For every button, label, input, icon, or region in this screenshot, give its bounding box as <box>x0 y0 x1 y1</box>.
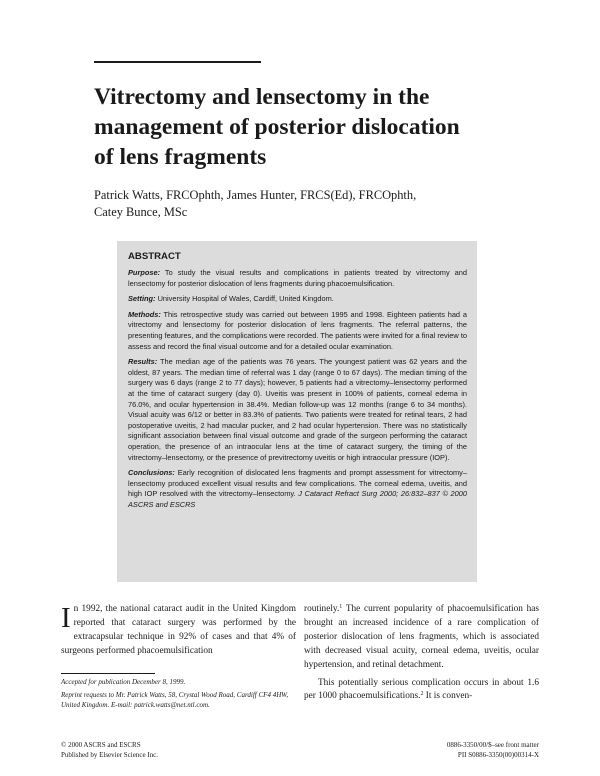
top-rule <box>94 61 261 63</box>
pii-text: PII S0886-3350(00)00314-X <box>457 751 539 759</box>
abstract-methods <box>128 310 467 352</box>
body-text: routinely. <box>304 604 340 614</box>
title-line: management of posterior dislocation <box>94 114 460 140</box>
issn-text: 0886-3350/00/$–see front matter <box>446 741 539 749</box>
abstract-citation: J Cataract Refract Surg 2000; 26:832–837 © 2000 ASCRS and ESCRS <box>128 489 467 509</box>
reference-number: 2 <box>420 691 424 698</box>
author-line: Patrick Watts, FRCOphth, James Hunter, FRCS(Ed), FRCOphth, <box>94 188 417 202</box>
reference-number: 1 <box>339 604 343 610</box>
abstract-text: The median age of the patients was 76 years. The youngest patient was 62 years and the oldest, 87 years. The median time of referral was 1 day (range 0 to 67 days). The median timing of the surgery was 6 days (range 2 to 77 days); however, 5 patients had a vitrectomy–lensectomy performed at the time of cataract surgery (day 0). Uveitis was present in 100% of patients, corneal edema in 76.0%, and ocular hypertension in 38.4%. Median follow-up was 12 months (range 6 to 34 months). Visual acuity was 6/12 or better in 83.3% of patients. Two patients were treated for retinal tears, 2 had postoperative uveitis, 2 had macular pucker, and 2 had ocular hypertension. There was no statistically significant association between final visual outcome and grade of the surgeon performing the cataract operation, the presence of an intraocular lens at the time of cataract surgery, the timing of the vitrectomy–lensectomy, or the presence of previtrectomy uveitis or high intraocular pressure (IOP). <box>128 357 467 462</box>
body-text: The current popularity of phacoemulsification has brought an increased incidence of a rare complication of posterior dislocation of lens fragments, which is associated with decreased visual acuity, corneal edema, uveitis, ocular hypertension, and retinal detachment. <box>304 604 539 670</box>
title-line: of lens fragments <box>94 144 267 170</box>
body-column-left <box>61 603 296 659</box>
abstract-label: Purpose: <box>128 268 161 277</box>
abstract-text: University Hospital of Wales, Cardiff, United Kingdom. <box>155 294 334 304</box>
drop-cap: I <box>61 602 71 634</box>
abstract-label: Conclusions: <box>128 468 175 478</box>
abstract-setting <box>128 294 467 305</box>
reprint-note: Reprint requests to Mr. Patrick Watts, 58, Crystal Wood Road, Cardiff CF4 4HW, United Kingdom. E-mail: patrick.watts@net.ntl.com. <box>61 691 289 709</box>
abstract-box <box>117 241 477 582</box>
body-text: This potentially serious complication occurs in about 1.6 per 1000 phacoemulsifications. <box>304 677 539 702</box>
abstract-conclusions <box>128 468 467 510</box>
title-line: Vitrectomy and lensectomy in the <box>94 84 430 110</box>
abstract-purpose <box>128 268 467 289</box>
article-title <box>94 82 514 172</box>
footer-right <box>447 740 539 760</box>
footnotes <box>61 677 301 713</box>
author-line: Catey Bunce, MSc <box>94 205 188 219</box>
body-text: It is conven- <box>423 691 473 702</box>
accepted-note: Accepted for publication December 8, 1999. <box>61 678 186 686</box>
author-list <box>94 187 524 221</box>
footer-left <box>61 740 158 760</box>
abstract-text: This retrospective study was carried out between 1995 and 1998. Eighteen patients had a vitrectomy and lensectomy for posterior dislocation of lens fragments. The referral patterns, the presenting features, and the complications were recorded. The patients were invited for a final review to assess and record the final visual outcome and for a detailed ocular examination. <box>128 309 467 351</box>
abstract-label: Methods: <box>128 309 161 319</box>
abstract-heading: ABSTRACT <box>128 251 181 262</box>
footnote-rule <box>61 673 155 674</box>
abstract-label: Setting: <box>128 294 156 304</box>
abstract-text: Early recognition of dislocated lens fragments and prompt assessment for vitrectomy–lensectomy produced excellent visual results and few complications. The corneal edema, uveitis, and high IOP resolved with the vitrectomy–lensectomy. <box>128 468 467 499</box>
abstract-results <box>128 357 467 463</box>
abstract-label: Results: <box>128 357 158 367</box>
publisher-text: Published by Elsevier Science Inc. <box>61 751 159 759</box>
body-column-right <box>304 603 539 704</box>
copyright-text: © 2000 ASCRS and ESCRS <box>61 741 141 749</box>
body-text: n 1992, the national cataract audit in the United Kingdom reported that cataract surgery was performed by the extracapsular technique in 92% of cases and that 4% of surgeons performed phacoemulsification <box>61 604 296 656</box>
abstract-text: To study the visual results and complications in patients treated by vitrectomy and lensectomy for posterior dislocation of lens fragments during phacoemulsification. <box>128 268 467 288</box>
